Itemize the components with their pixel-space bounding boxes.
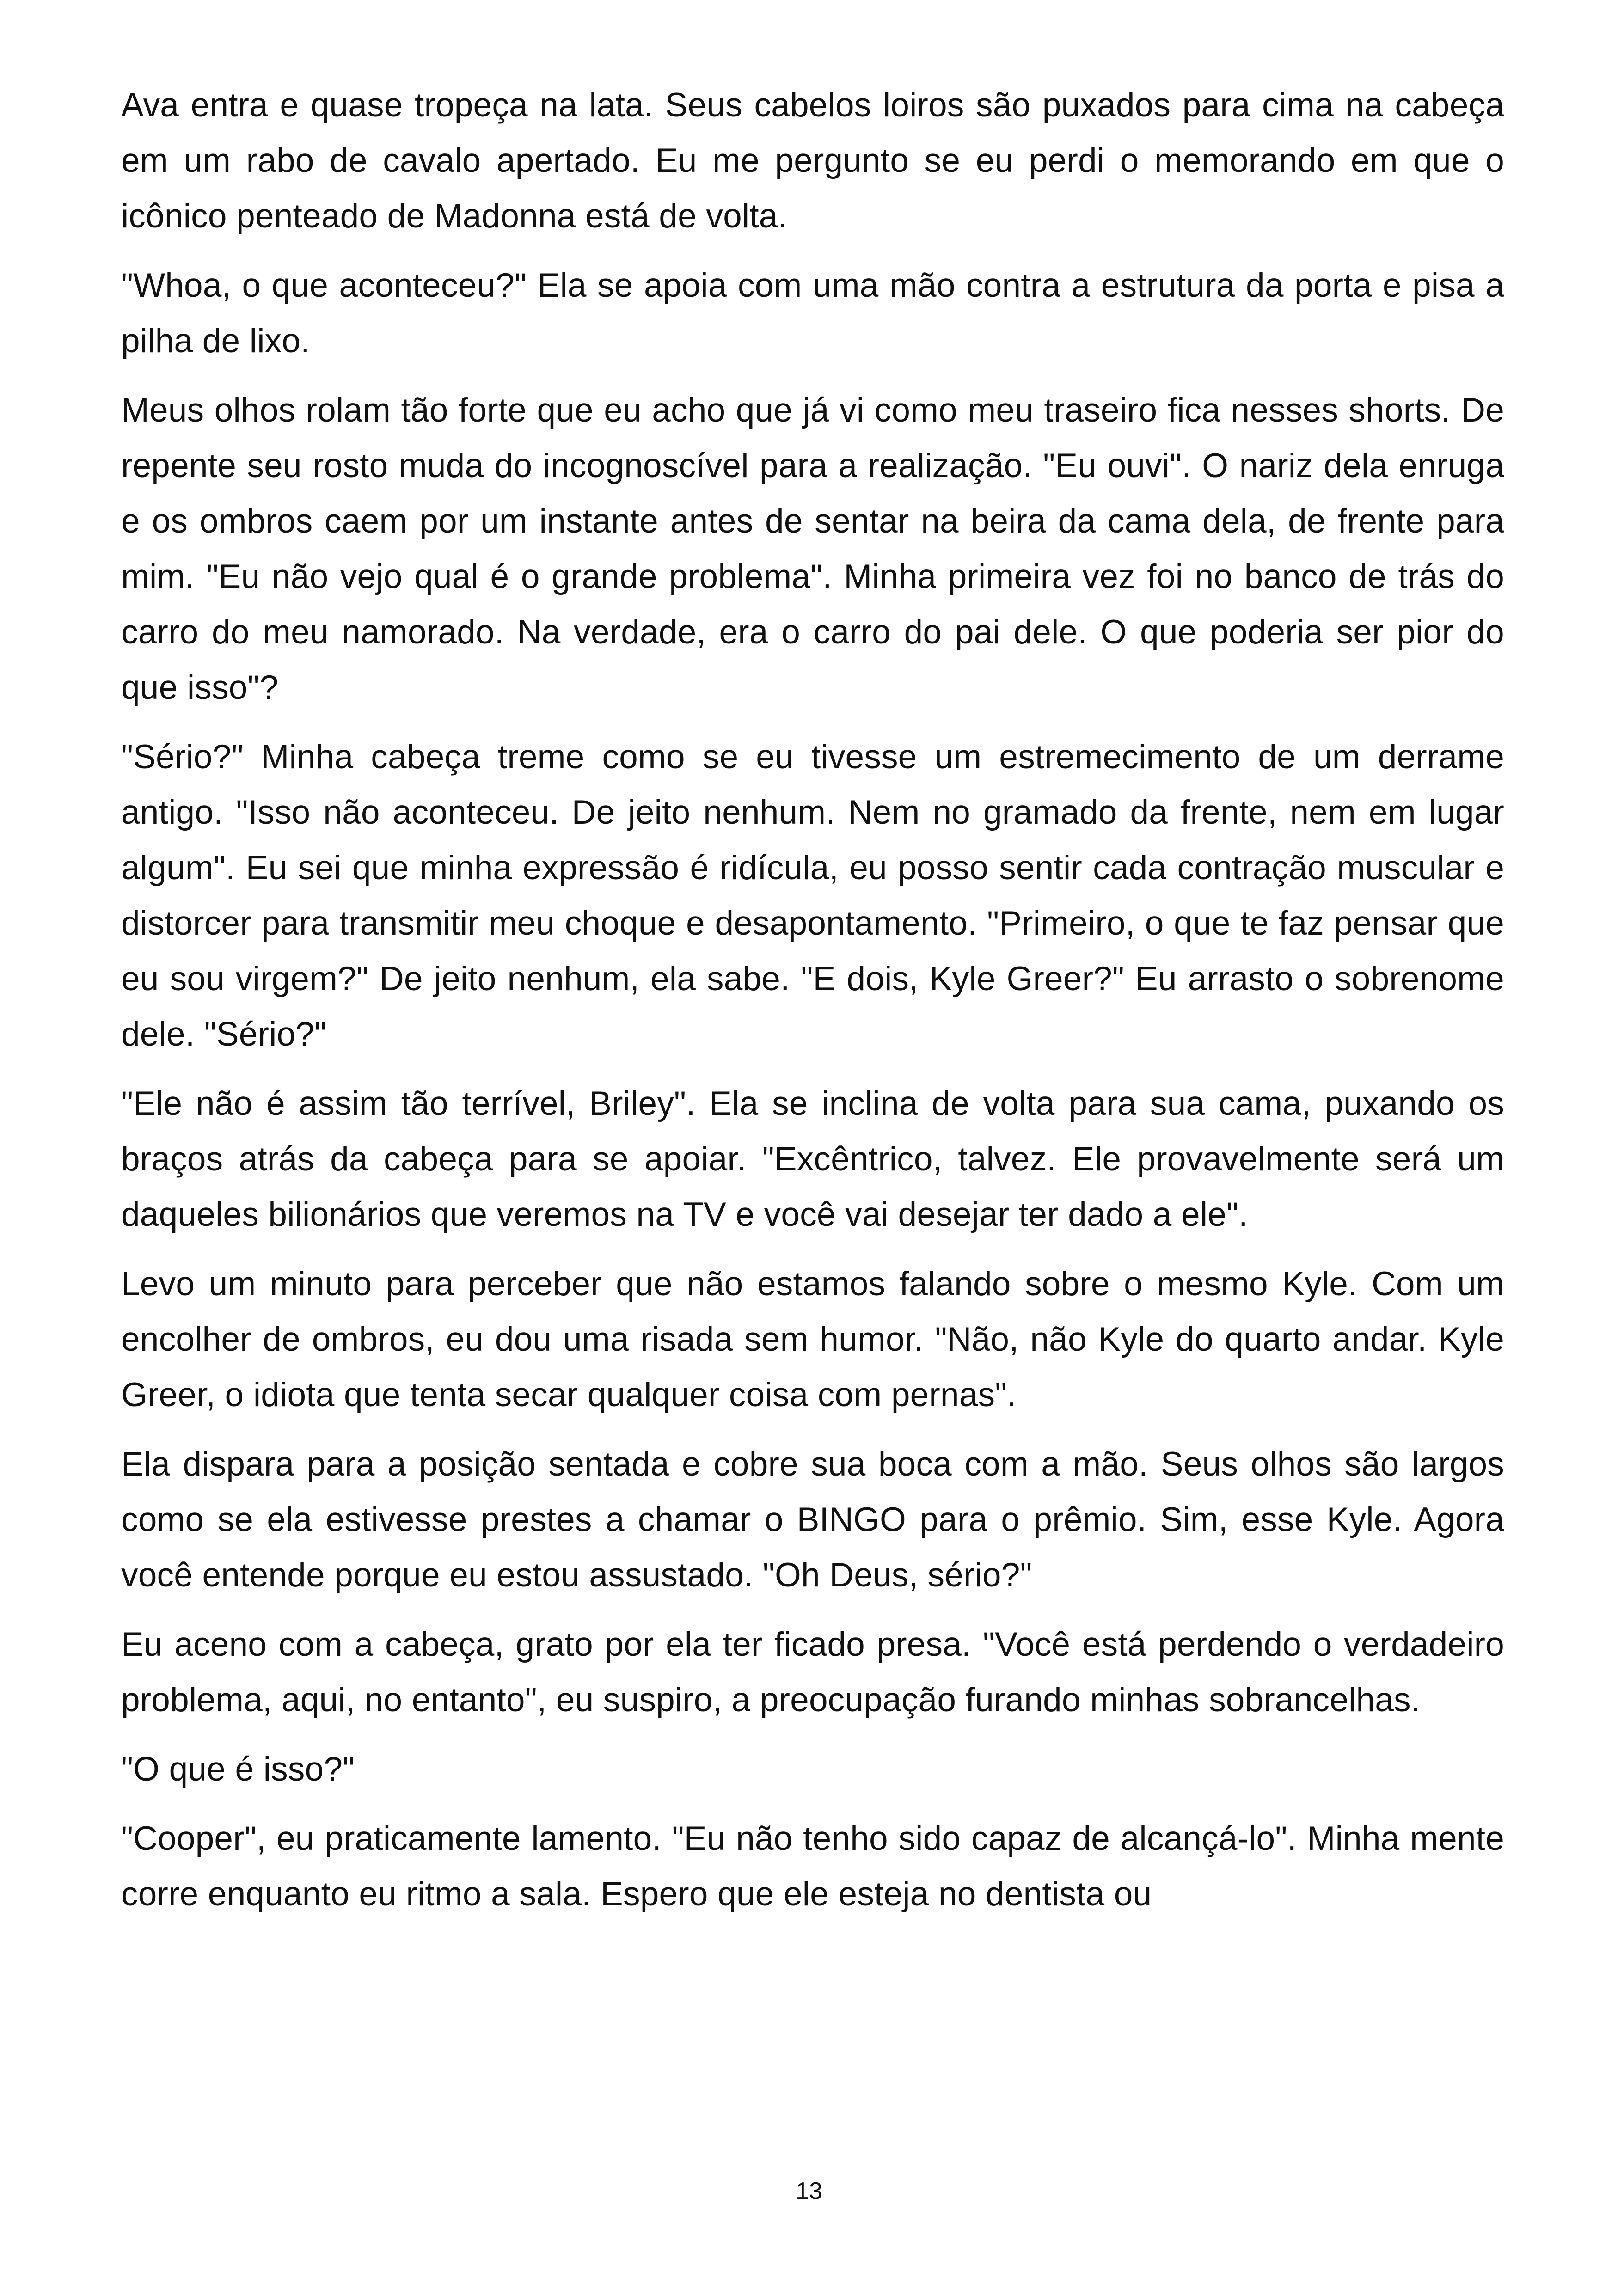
paragraph-2: "Whoa, o que aconteceu?" Ela se apoia com uma mão contra a estrutura da porta e pisa a pilha de lixo. (121, 267, 1504, 360)
paragraph-10: "Cooper", eu praticamente lamento. "Eu não tenho sido capaz de alcançá-lo". Minha mente corre enquanto eu ritmo a sala. Espero que ele esteja no dentista ou (121, 1820, 1504, 1913)
paragraph-5: "Ele não é assim tão terrível, Briley". Ela se inclina de volta para sua cama, puxando os braços atrás da cabeça para se apoiar. "Excêntrico, talvez. Ele provavelmente será um daqueles bilionários que veremos na TV e você vai desejar ter dado a ele". (121, 1085, 1504, 1233)
paragraph-4: "Sério?" Minha cabeça treme como se eu tivesse um estremecimento de um derrame antigo. "Isso não aconteceu. De jeito nenhum. Nem no gramado da frente, nem em lugar algum". Eu sei que minha expressão é ridícula, eu posso sentir cada contração muscular e distorcer para transmitir meu choque e desapontamento. "Primeiro, o que te faz pensar que eu sou virgem?" De jeito nenhum, ela sabe. "E dois, Kyle Greer?" Eu arrasto o sobrenome dele. "Sério?" (121, 738, 1504, 1053)
page-body-text (121, 78, 1504, 1936)
paragraph-6: Levo um minuto para perceber que não estamos falando sobre o mesmo Kyle. Com um encolher de ombros, eu dou uma risada sem humor. "Não, não Kyle do quarto andar. Kyle Greer, o idiota que tenta secar qualquer coisa com pernas". (121, 1265, 1504, 1414)
paragraph-3: Meus olhos rolam tão forte que eu acho que já vi como meu traseiro fica nesses shorts. De repente seu rosto muda do incognoscível para a realização. "Eu ouvi". O nariz dela enruga e os ombros caem por um instante antes de sentar na beira da cama dela, de frente para mim. "Eu não vejo qual é o grande problema". Minha primeira vez foi no banco de trás do carro do meu namorado. Na verdade, era o carro do pai dele. O que poderia ser pior do que isso"? (121, 392, 1504, 706)
page-number: 13 (796, 2178, 822, 2204)
paragraph-8: Eu aceno com a cabeça, grato por ela ter ficado presa. "Você está perdendo o verdadeiro problema, aqui, no entanto", eu suspiro, a preocupação furando minhas sobrancelhas. (121, 1626, 1504, 1719)
paragraph-9: "O que é isso?" (121, 1751, 355, 1788)
paragraph-1: Ava entra e quase tropeça na lata. Seus cabelos loiros são puxados para cima na cabeça em um rabo de cavalo apertado. Eu me pergunto se eu perdi o memorando em que o icônico penteado de Madonna está de volta. (121, 86, 1504, 235)
paragraph-7: Ela dispara para a posição sentada e cobre sua boca com a mão. Seus olhos são largos como se ela estivesse prestes a chamar o BINGO para o prêmio. Sim, esse Kyle. Agora você entende porque eu estou assustado. "Oh Deus, sério?" (121, 1445, 1504, 1594)
